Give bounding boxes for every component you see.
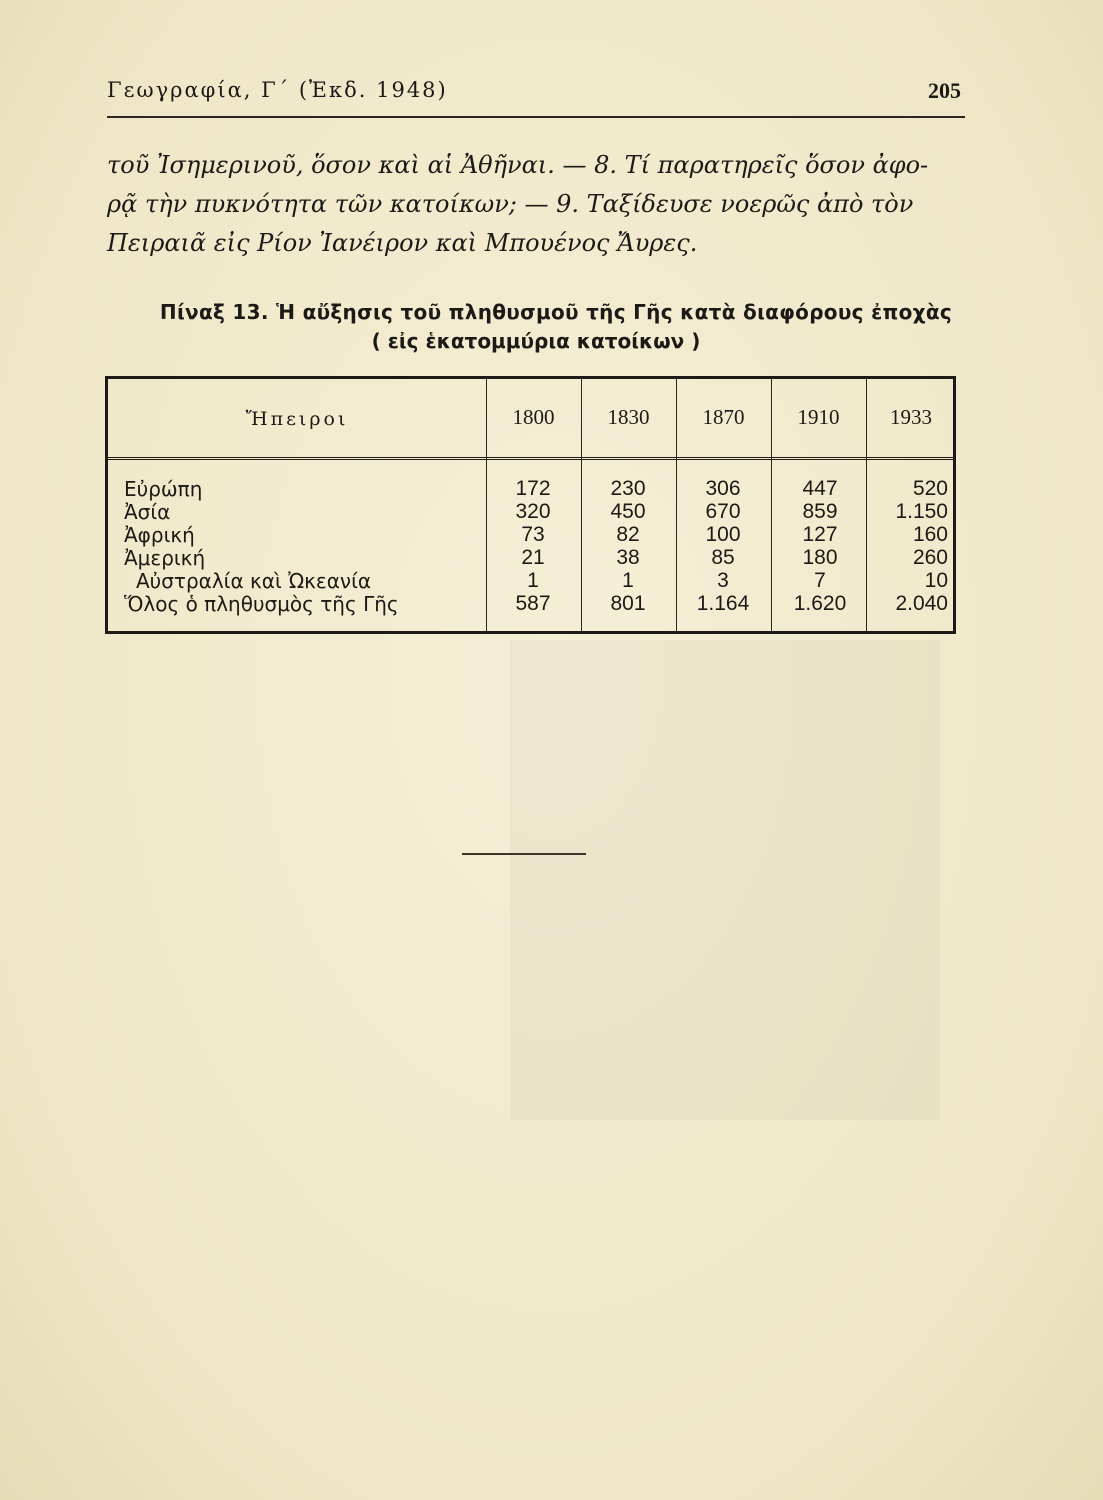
value-cell: 85 [711, 546, 735, 569]
continent-name: Ἀφρική [124, 523, 195, 547]
header-double-rule [108, 457, 953, 460]
value-cell: 10 [924, 569, 948, 592]
column-header-continents: Ἤπειροι [245, 408, 349, 430]
table-caption [107, 298, 965, 356]
table-row [108, 477, 953, 501]
body-line: ρᾷ τὴν πυκνότητα τῶν κατοίκων; — 9. Ταξίδευσε νοερῶς ἀπὸ τὸν [107, 190, 914, 218]
value-cell: 320 [515, 500, 551, 523]
value-cell: 160 [912, 523, 948, 546]
column-header-year: 1910 [797, 405, 840, 429]
table-row [108, 500, 953, 524]
page-header [107, 78, 967, 112]
column-header-year: 1800 [512, 405, 555, 429]
value-cell: 520 [912, 477, 948, 500]
continent-name: Εὐρώπη [124, 477, 203, 501]
page-number: 205 [928, 78, 961, 103]
body-line: τοῦ Ἰσημερινοῦ, ὅσον καὶ αἱ Ἀθῆναι. — 8. Τί παρατηρεῖς ὅσον ἀφο- [107, 151, 929, 179]
value-cell: 38 [616, 546, 640, 569]
value-cell: 3 [717, 569, 729, 592]
value-cell: 859 [802, 500, 838, 523]
value-cell: 7 [814, 569, 826, 592]
value-cell: 73 [521, 523, 545, 546]
population-table [105, 376, 956, 634]
body-line: Πειραιᾶ εἰς Ρίον Ἰανέιρον καὶ Μπουένος Ἄυρες. [107, 229, 698, 257]
value-cell: 1.150 [895, 500, 948, 523]
continent-name: Αὐστραλία καὶ Ὠκεανία [136, 569, 372, 593]
table-row [108, 569, 953, 593]
value-cell: 587 [515, 592, 551, 615]
value-cell: 21 [521, 546, 545, 569]
value-cell: 180 [802, 546, 838, 569]
value-cell: 450 [610, 500, 646, 523]
value-cell: 172 [515, 477, 551, 500]
value-cell: 260 [912, 546, 948, 569]
column-header-year: 1870 [702, 405, 745, 429]
value-cell: 100 [705, 523, 741, 546]
value-cell: 306 [705, 477, 741, 500]
continent-name: Ἀμερική [124, 546, 206, 570]
value-cell: 447 [802, 477, 838, 500]
value-cell: 801 [610, 592, 646, 615]
column-header-year: 1933 [890, 405, 932, 429]
table-row [108, 523, 953, 547]
value-cell: 1.164 [696, 592, 750, 615]
running-head: Γεωγραφία, Γ΄ (Ἐκδ. 1948) [107, 78, 448, 102]
table-row-total [108, 592, 953, 616]
value-cell: 82 [616, 523, 640, 546]
continent-name: Ὅλος ὁ πληθυσμὸς τῆς Γῆς [124, 592, 399, 616]
caption-units: ( εἰς ἑκατομμύρια κατοίκων ) [371, 329, 701, 353]
section-end-rule [462, 853, 586, 855]
column-header-year: 1830 [607, 405, 650, 429]
header-rule [107, 116, 965, 118]
continent-name: Ἀσία [124, 500, 171, 524]
value-cell: 670 [705, 500, 741, 523]
caption-title: Πίναξ 13. Ἡ αὔξησις τοῦ πληθυσμοῦ τῆς Γῆς κατὰ διαφόρους ἐποχὰς [159, 300, 953, 324]
value-cell: 1 [622, 569, 634, 592]
value-cell: 230 [610, 477, 646, 500]
value-cell: 127 [802, 523, 838, 546]
value-cell: 1.620 [793, 592, 847, 615]
table-row [108, 546, 953, 570]
value-cell: 2.040 [895, 592, 948, 615]
body-paragraph [107, 146, 965, 263]
value-cell: 1 [527, 569, 539, 592]
show-through-shadow [510, 640, 940, 1120]
